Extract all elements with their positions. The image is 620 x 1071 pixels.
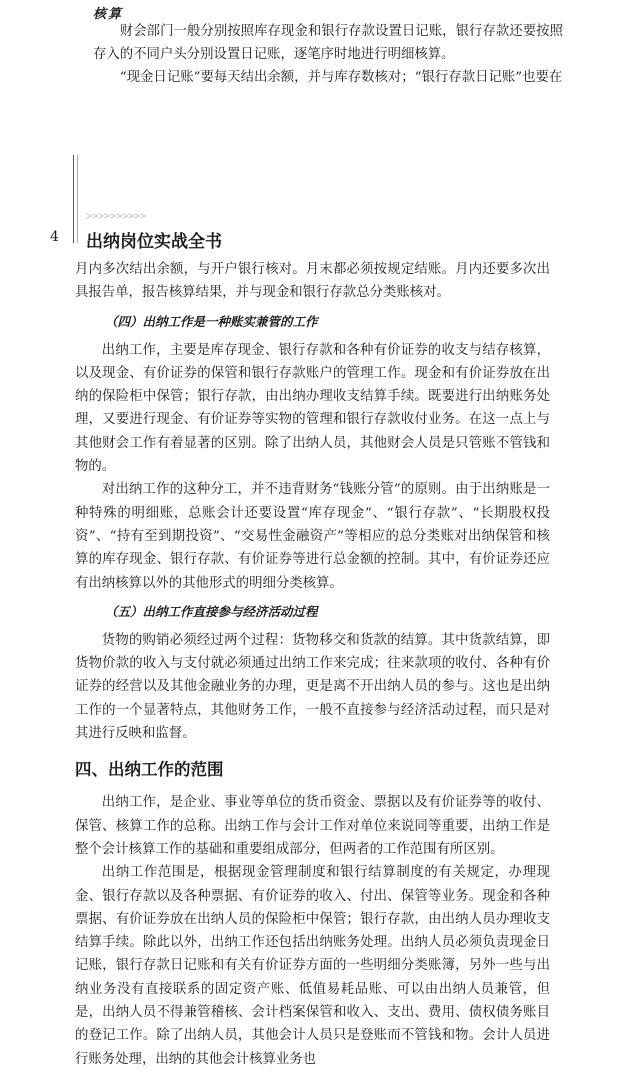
previous-page-fragment (93, 20, 563, 89)
body-paragraph: 货物的购销必须经过两个过程：货物移交和货款的结算。其中货款结算，即货物价款的收入与支付就必须通过出纳工作来完成；往来款项的收付、各种有价证券的经营以及其他金融业务的办理，更是离不开出纳人员的参与。这也是出纳工作的一个显著特点，其他财务工作，一般不直接参与经济活动过程，而只是对其进行反映和监督。 (75, 632, 550, 742)
body-paragraph: 出纳工作，是企业、事业等单位的货币资金、票据以及有价证券等的收付、保管、核算工作的总称。出纳工作与会计工作对单位来说同等重要，出纳工作是整个会计核算工作的基础和重要组成部分，但两者的工作范围有所区别。 (75, 795, 550, 857)
page-number: 4 (50, 229, 59, 245)
fragment-paragraph: “现金日记账”要每天结出余额，并与库存数核对；“银行存款日记账”也要在 (119, 70, 563, 85)
header-arrows: >>>>>>>>>> (86, 211, 147, 222)
body-paragraph: 出纳工作范围是，根据现金管理制度和银行结算制度的有关规定，办理现金、银行存款以及各种票据、有价证券的收入、付出、保管等业务。现金和各种票据、有价证券放在出纳人员的保险柜中保管；银行存款，由出纳人员办理收支结算手续。除此以外，出纳工作还包括出纳账务处理。出纳人员必须负责现金日记账，银行存款日记账和有关有价证券方面的一些明细分类账簿，另外一些与出纳业务没有直接联系的固定资产账、低值易耗品账、可以由出纳人员兼管，但是，出纳人员不得兼管稽核、会计档案保管和收入、支出、费用、债权债务账目的登记工作。除了出纳人员，其他会计人员只是登账而不管钱和物。会计人员进行账务处理，出纳的其他会计核算业务也 (75, 865, 550, 1067)
body-paragraph: 对出纳工作的这种分工，并不违背财务“钱账分管”的原则。由于出纳账是一种特殊的明细账，总账会计还要设置“库存现金”、“银行存款”、“长期股权投资”、“持有至到期投资”、“交易性金融资产”等相应的总分类账对出纳保管和核算的库存现金、银行存款、有价证券等进行总金额的控制。其中，有价证券还应有出纳核算以外的其他形式的明细分类核算。 (75, 482, 550, 591)
continuation-paragraph: 月内多次结出余额，与开户银行核对。月末都必须按规定结账。月内还要多次出具报告单，报告核算结果，并与现金和银行存款总分类账核对。 (75, 262, 550, 301)
header-rule-secondary (77, 155, 78, 243)
main-body (75, 258, 550, 1071)
previous-section-heading-fragment: 核算 (93, 7, 124, 22)
section-heading: 四、出纳工作的范围 (75, 760, 224, 780)
book-title: 出纳岗位实战全书 (86, 232, 222, 252)
header-rule (73, 155, 74, 243)
subsection-heading-5: （五）出纳工作直接参与经济活动过程 (105, 603, 318, 619)
subsection-heading-4: （四）出纳工作是一种账实兼管的工作 (105, 313, 318, 329)
body-paragraph: 出纳工作，主要是库存现金、银行存款和各种有价证券的收支与结存核算，以及现金、有价证券的保管和银行存款账户的管理工作。现金和有价证券放在出纳的保险柜中保管；银行存款，由出纳办理收支结算手续。既要进行出纳账务处理，又要进行现金、有价证券等实物的管理和银行存款收付业务。在这一点上与其他财会工作有着显著的区别。除了出纳人员，其他财会人员是只管账不管钱和物的。 (75, 342, 550, 475)
fragment-paragraph: 财会部门一般分别按照库存现金和银行存款设置日记账，银行存款还要按照存入的不同户头分别设置日记账，逐笔序时地进行明细核算。 (93, 24, 563, 62)
